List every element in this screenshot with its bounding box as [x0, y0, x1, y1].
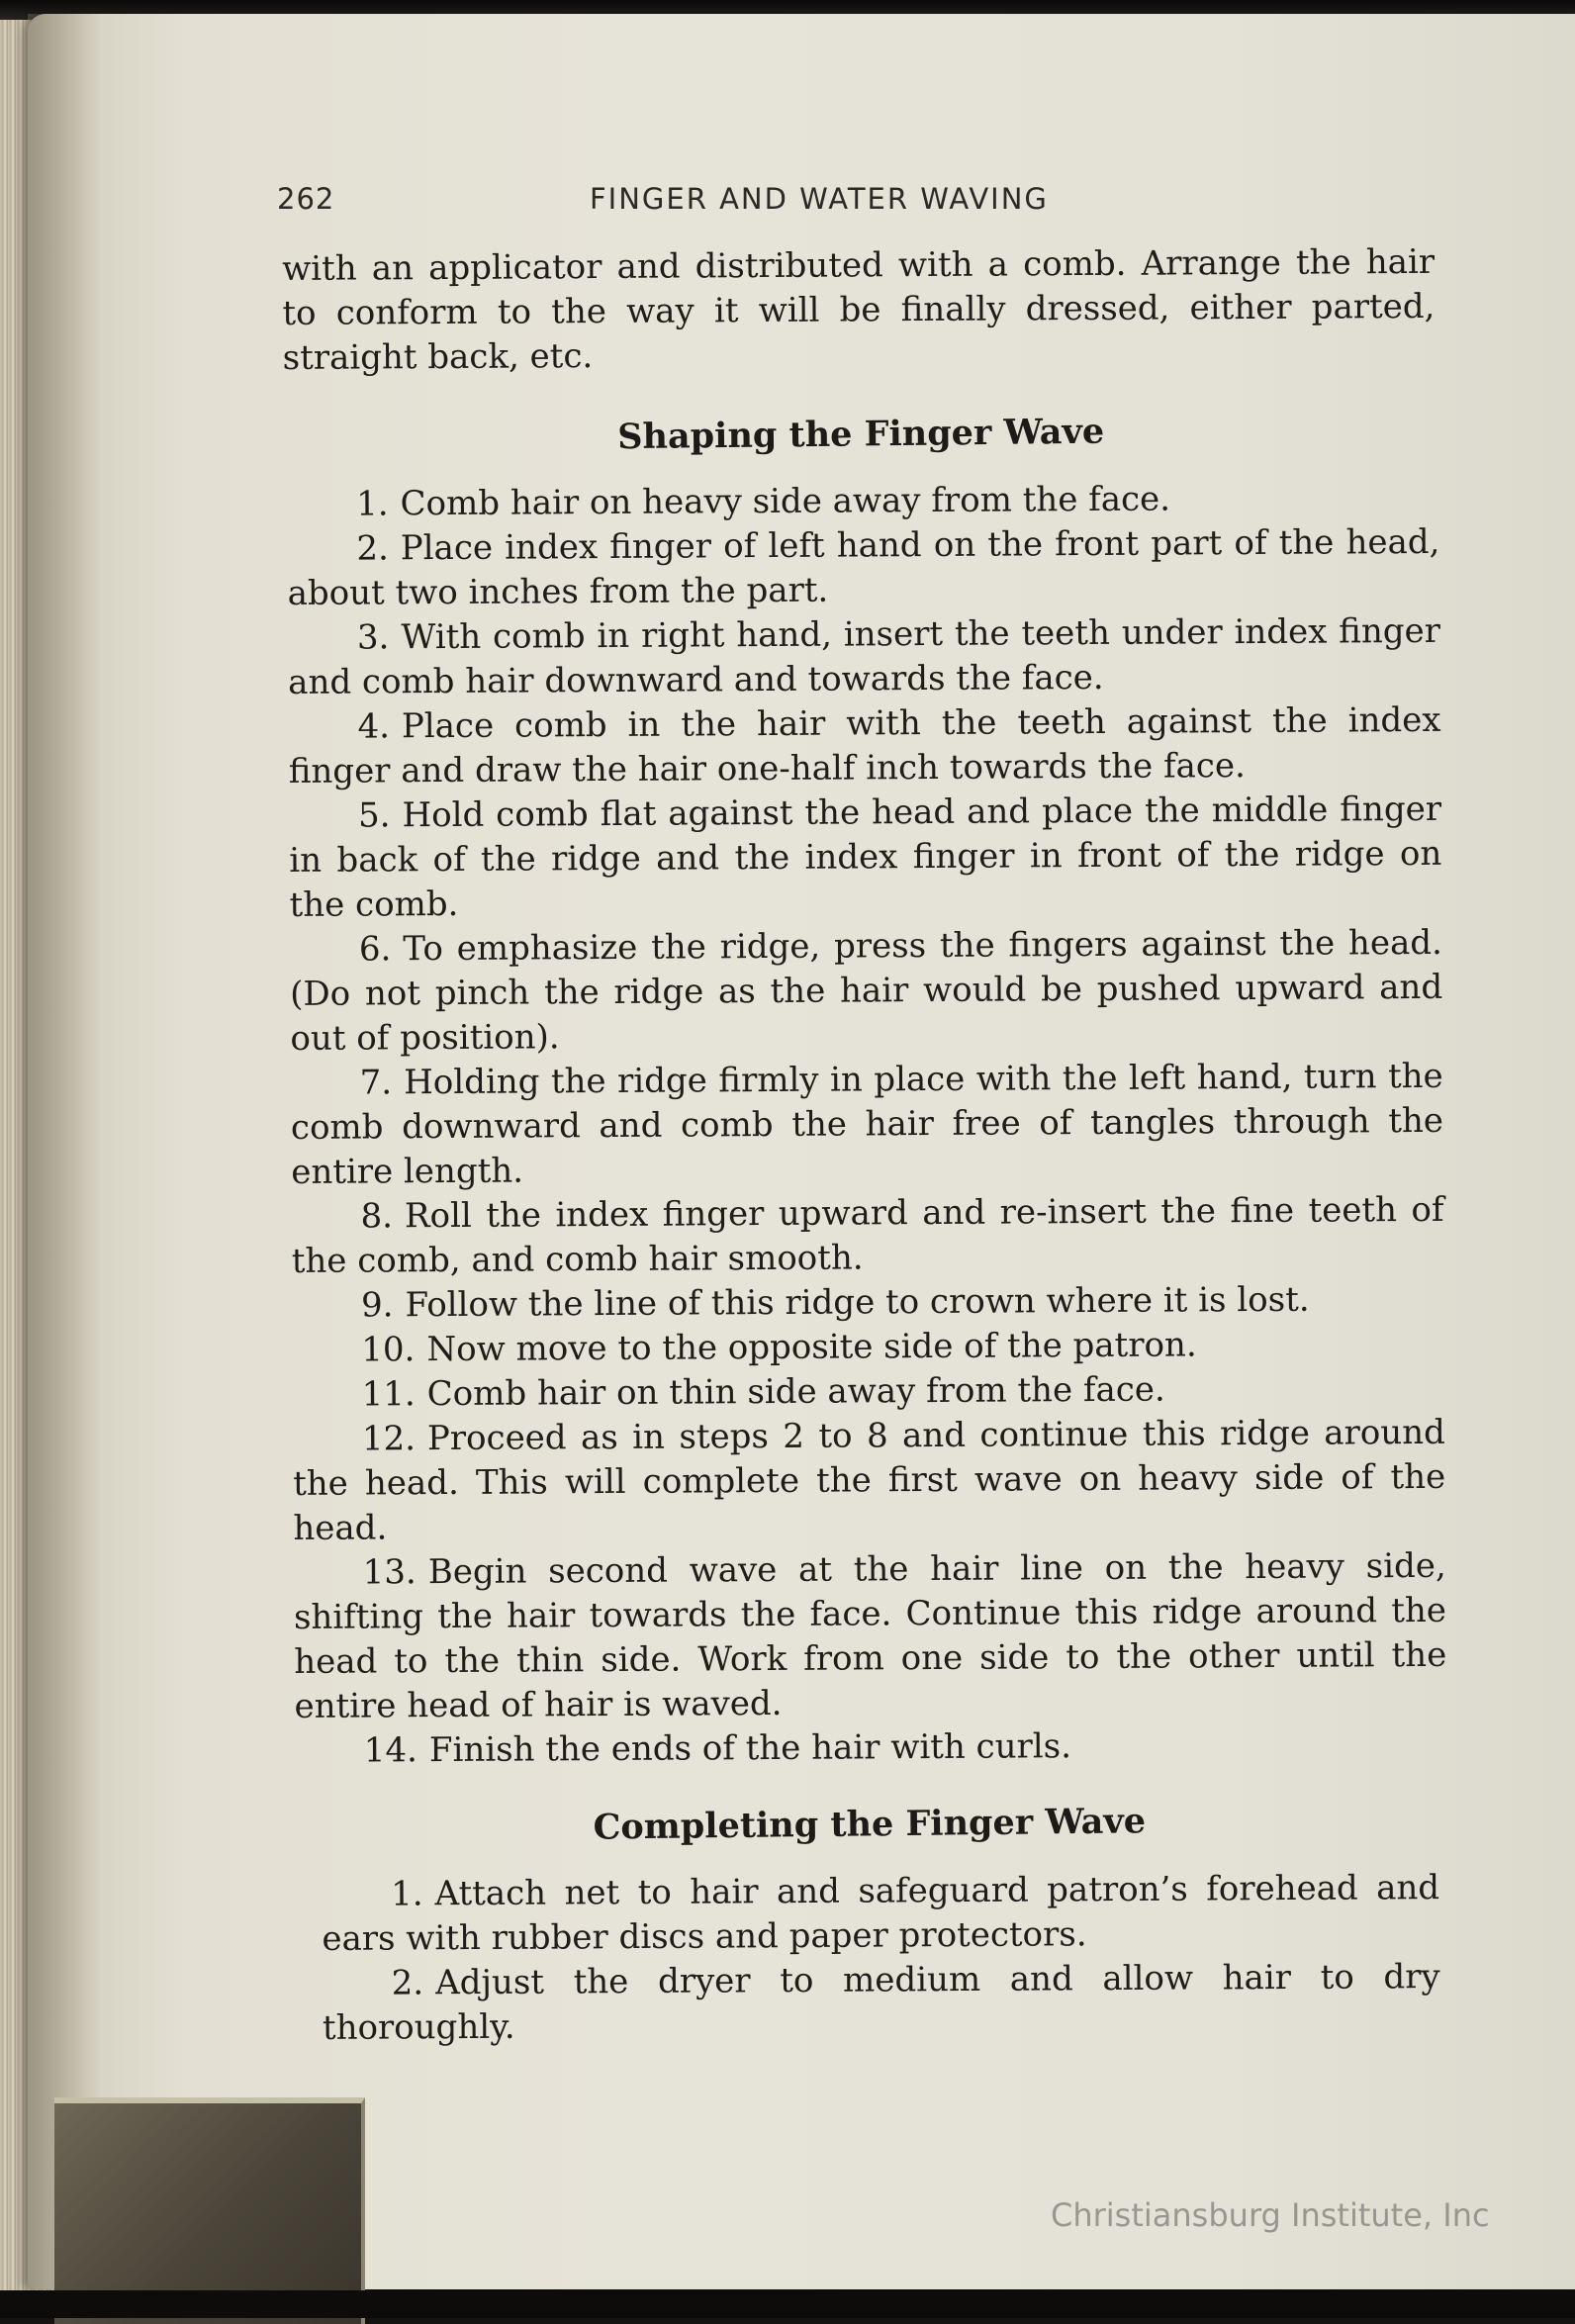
step-item — [292, 1366, 1444, 1418]
step-number: 10. — [361, 1330, 416, 1370]
step-item — [323, 1955, 1441, 2051]
step-number: 8. — [360, 1196, 394, 1237]
intro-paragraph — [282, 240, 1436, 381]
step-text: Roll the index finger upward and re-insert the fine teeth of the comb, and comb hair smooth. — [291, 1189, 1444, 1281]
completing-steps — [322, 1866, 1440, 2051]
shaping-step-list — [287, 476, 1447, 1774]
step-item — [293, 1411, 1446, 1551]
running-head: FINGER AND WATER WAVING — [590, 182, 1049, 216]
step-text: Now move to the opposite side of the patron. — [426, 1325, 1197, 1370]
step-text: Finish the ends of the hair with curls. — [428, 1726, 1072, 1771]
step-item — [287, 520, 1440, 616]
step-number: 12. — [361, 1419, 417, 1459]
step-text: To emphasize the ridge, press the fingers against the head. (Do not pinch the ridge as the hair would be pushed upward and out of position). — [290, 922, 1443, 1059]
step-text: With comb in right hand, insert the teeth under index finger and comb hair downward and towards the face. — [288, 610, 1441, 702]
bottom-shadow — [0, 2290, 1575, 2318]
step-text: Follow the line of this ridge to crown where it is lost. — [405, 1279, 1310, 1326]
step-item — [289, 788, 1442, 928]
section-heading-shaping: Shaping the Finger Wave — [617, 411, 1105, 458]
step-text: Attach net to hair and safeguard patron’s forehead and ears with rubber discs and paper protectors. — [322, 1868, 1440, 1959]
step-number: 4. — [357, 706, 391, 747]
step-number: 3. — [356, 617, 390, 658]
step-text: Holding the ridge firmly in place with the left hand, turn the comb downward and comb the hair free of tangles through the entire length. — [290, 1056, 1444, 1192]
step-text: Adjust the dryer to medium and allow hair to dry thoroughly. — [322, 1957, 1440, 2048]
step-text: Hold comb flat against the head and place the middle finger in back of the ridge and the index finger in front of the ridge on the comb. — [289, 789, 1442, 925]
step-text: Place comb in the hair with the teeth against the index finger and draw the hair one-half inch towards the face. — [288, 699, 1441, 791]
step-text: Comb hair on thin side away from the face. — [426, 1369, 1165, 1415]
step-number: 13. — [362, 1552, 417, 1593]
step-number: 2. — [356, 528, 389, 569]
step-number: 5. — [357, 795, 391, 836]
step-number: 9. — [360, 1285, 394, 1326]
completing-step-list — [322, 1866, 1440, 2051]
step-item — [288, 698, 1441, 794]
step-text: Place index finger of left hand on the front part of the head, about two inches from the part. — [287, 521, 1440, 613]
step-item — [288, 609, 1441, 705]
section-heading-completing: Completing the Finger Wave — [593, 1801, 1147, 1848]
page-gutter — [28, 14, 102, 2289]
step-text: Proceed as in steps 2 to 8 and continue this ridge around the head. This will complete the first wave on heavy side of the head. — [293, 1412, 1446, 1548]
shaping-steps — [287, 476, 1447, 1774]
step-item — [290, 921, 1443, 1062]
intro-text: with an applicator and distributed with a comb. Arrange the hair to conform to the way it will be finally dressed, either parted, straight back, etc. — [282, 241, 1436, 378]
step-number: 14. — [363, 1730, 418, 1771]
step-item — [292, 1277, 1444, 1329]
step-text: Begin second wave at the hair line on the heavy side, shifting the hair towards the face. Continue this ridge around the head to the thin side. Work from one side to the other until the entire head of hair is waved. — [293, 1545, 1447, 1726]
step-item — [295, 1722, 1447, 1774]
step-number: 11. — [361, 1374, 416, 1415]
step-number: 7. — [359, 1063, 393, 1103]
step-item — [294, 1544, 1447, 1729]
step-item — [292, 1322, 1444, 1373]
watermark: Christiansburg Institute, Inc — [1051, 2196, 1490, 2234]
step-number: 1. — [356, 484, 389, 524]
step-number: 1. — [391, 1874, 423, 1914]
step-item — [291, 1055, 1444, 1195]
step-item — [291, 1188, 1444, 1284]
step-text: Comb hair on heavy side away from the face. — [400, 479, 1171, 524]
step-item — [287, 476, 1439, 527]
step-number: 6. — [358, 929, 392, 970]
step-number: 2. — [391, 1963, 424, 2003]
step-item — [322, 1866, 1440, 1962]
page-number: 262 — [277, 182, 335, 216]
page-header — [277, 182, 1123, 222]
